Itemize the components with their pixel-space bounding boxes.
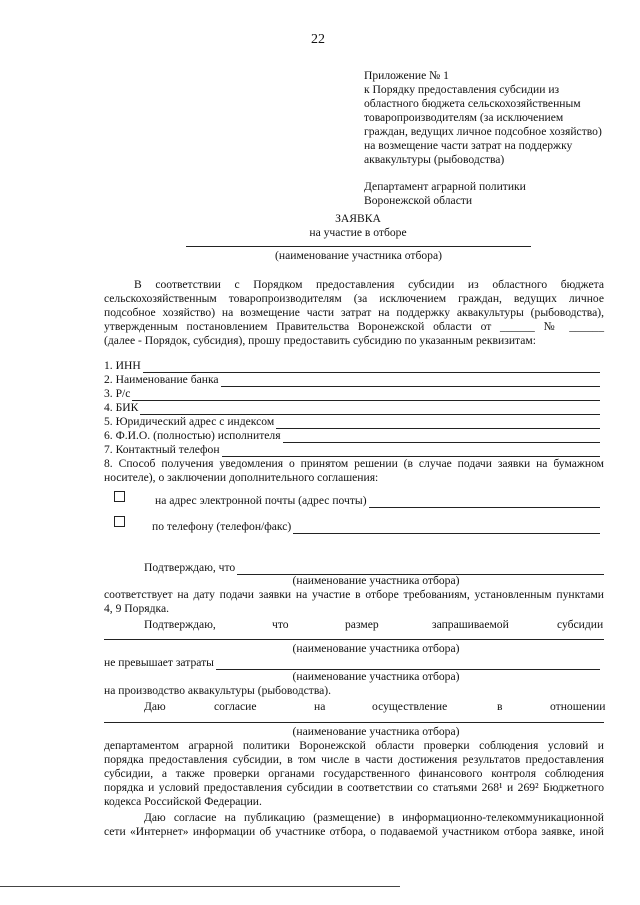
phone-fax-input[interactable] xyxy=(293,523,600,534)
not-exceed-label: не превышает затраты xyxy=(104,656,214,669)
field-address xyxy=(104,415,600,429)
email-checkbox[interactable] xyxy=(114,491,125,502)
publication-line: Даю согласие на публикацию (размещение) в информационно-телекоммуникационной xyxy=(144,811,604,824)
recipient-line: Департамент аграрной политики xyxy=(364,180,526,193)
consent-word: согласие xyxy=(214,700,257,713)
option-email xyxy=(155,494,600,508)
participant-caption: (наименование участника отбора) xyxy=(275,249,442,262)
field-bik xyxy=(104,401,600,415)
field-label: 5. Юридический адрес с индексом xyxy=(104,415,275,428)
consent-line: порядка и условий предоставления субсидии в соответствии со статьями 268¹ и 269² Бюджетного xyxy=(104,781,604,794)
option-phone xyxy=(152,520,600,534)
field-label: 3. Р/с xyxy=(104,387,131,400)
field-label: 6. Ф.И.О. (полностью) исполнителя xyxy=(104,429,281,442)
option-label: на адрес электронной почты (адрес почты) xyxy=(155,494,367,507)
consent-word: на xyxy=(314,700,326,713)
consent-word: Даю xyxy=(144,700,166,713)
consent-line: кодекса Российской Федерации. xyxy=(104,795,262,808)
consent-line: субсидии, а также проверки органами государственного финансового контроля соблюдения xyxy=(104,767,604,780)
confirm2-word: субсидии xyxy=(557,618,604,631)
intro-line: В соответствии с Порядком предоставления субсидии из областного бюджета xyxy=(134,278,604,291)
field-account xyxy=(104,387,600,401)
field-label: 1. ИНН xyxy=(104,359,141,372)
field-account-input[interactable] xyxy=(132,390,600,401)
appendix-line: аквакультуры (рыбоводства) xyxy=(364,153,505,166)
confirm1-line: 4, 9 Порядка. xyxy=(104,602,169,615)
participant-caption: (наименование участника отбора) xyxy=(292,574,460,587)
confirm1-lead: Подтверждаю, что xyxy=(144,561,236,574)
field-phone-input[interactable] xyxy=(222,446,600,457)
field-executor xyxy=(104,429,600,443)
costs-input[interactable] xyxy=(216,659,600,670)
appendix-line: к Порядку предоставления субсидии из xyxy=(364,83,560,96)
field-label: 4. БИК xyxy=(104,401,139,414)
document-title: ЗАЯВКА xyxy=(335,212,381,225)
confirm2-word: что xyxy=(272,618,289,631)
consent-participant-input[interactable] xyxy=(104,722,604,723)
field-label: 2. Наименование банка xyxy=(104,373,219,386)
field-inn xyxy=(104,359,600,373)
intro-line: утвержденным постановлением Правительства Воронежской области от ______ № ______ xyxy=(104,320,604,333)
participant-name-line[interactable] xyxy=(186,246,531,247)
recipient-line: Воронежской области xyxy=(364,194,473,207)
confirm1-line: соответствует на дату подачи заявки на участие в отборе требованиям, установленным пунктами xyxy=(104,588,604,601)
consent-line: порядка предоставления субсидии, в том числе в части достижения результатов предоставления xyxy=(104,753,604,766)
appendix-line: товаропроизводителям (за исключением xyxy=(364,111,564,124)
appendix-line: граждан, ведущих личное подсобное хозяйство) xyxy=(364,125,602,138)
publication-line: сети «Интернет» информации об участнике отбора, о подаваемой участником отбора заявке, иной xyxy=(104,825,604,838)
field-label: 7. Контактный телефон xyxy=(104,443,220,456)
confirm2-participant-input[interactable] xyxy=(104,639,604,640)
participant-caption: (наименование участника отбора) xyxy=(292,725,460,738)
field8-line: 8. Способ получения уведомления о принятом решении (в случае подачи заявки на бумажном xyxy=(104,457,604,470)
field-bik-input[interactable] xyxy=(140,404,600,415)
not-exceed-row xyxy=(104,656,600,670)
confirm1-lead-row xyxy=(144,561,604,575)
email-input[interactable] xyxy=(369,497,600,508)
field-bank-input[interactable] xyxy=(221,376,600,387)
confirm2-tail: на производство аквакультуры (рыбоводства). xyxy=(104,684,332,697)
confirm2-word: запрашиваемой xyxy=(432,618,509,631)
consent-line: департаментом аграрной политики Воронежской области проверки соблюдения условий и xyxy=(104,739,604,752)
intro-line: подсобное хозяйство) на возмещение части затрат на поддержку аквакультуры (рыбоводства), xyxy=(104,306,604,319)
field-bank xyxy=(104,373,600,387)
appendix-line: на возмещение части затрат на поддержку xyxy=(364,139,573,152)
option-label: по телефону (телефон/факс) xyxy=(152,520,292,533)
intro-line: сельскохозяйственным товаропроизводителям (за исключением граждан, ведущих личное xyxy=(104,292,604,305)
appendix-line: Приложение № 1 xyxy=(364,69,449,82)
participant-caption: (наименование участника отбора) xyxy=(292,670,460,683)
confirm2-word: Подтверждаю, xyxy=(144,618,216,631)
consent-word: осуществление xyxy=(372,700,448,713)
field-executor-input[interactable] xyxy=(283,432,600,443)
consent-word: отношении xyxy=(550,700,606,713)
consent-word: в xyxy=(497,700,503,713)
document-subtitle: на участие в отборе xyxy=(309,226,407,239)
field-phone xyxy=(104,443,600,457)
confirm2-word: размер xyxy=(345,618,379,631)
field8-line: носителе), о заключении дополнительного соглашения: xyxy=(104,471,379,484)
page-number: 22 xyxy=(311,32,325,47)
field-inn-input[interactable] xyxy=(143,362,600,373)
participant-caption: (наименование участника отбора) xyxy=(292,642,460,655)
field-address-input[interactable] xyxy=(276,418,600,429)
appendix-line: областного бюджета сельскохозяйственным xyxy=(364,97,581,110)
intro-line: (далее - Порядок, субсидия), прошу предоставить субсидию по указанным реквизитам: xyxy=(104,334,536,347)
phone-checkbox[interactable] xyxy=(114,516,125,527)
scan-edge-line xyxy=(0,886,400,887)
